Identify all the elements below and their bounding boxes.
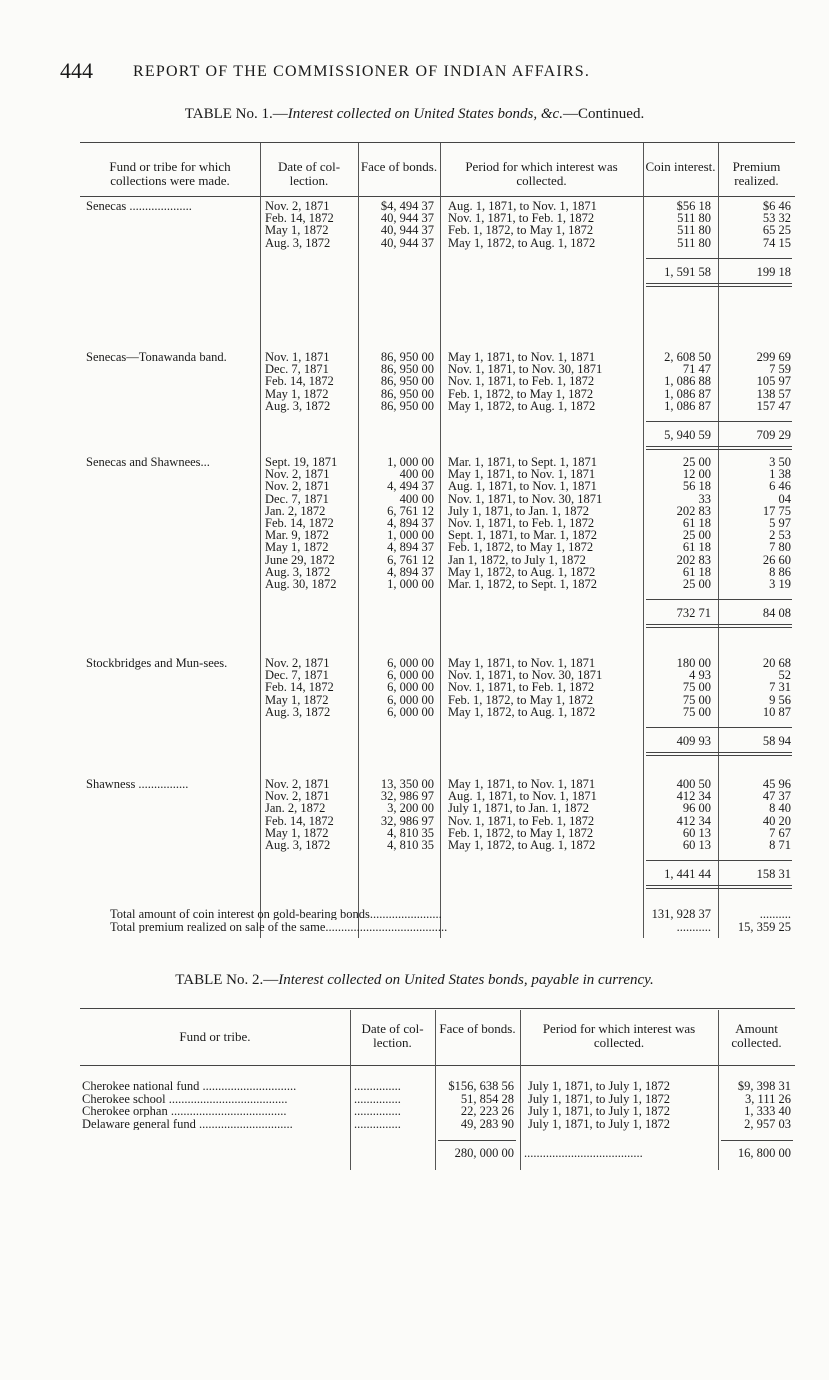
fund-name: Shawness ................ [86,777,189,791]
face-of-bonds: 1, 000 00 [387,455,434,469]
interest-period: Jan 1, 1872, to July 1, 1872 [448,552,586,567]
interest-period: Nov. 1, 1871, to Feb. 1, 1872 [448,680,595,695]
coin-interest: 60 13 [682,838,711,852]
interest-period: Feb. 1, 1872, to May 1, 1872 [448,386,594,401]
coin-interest: 1, 086 87 [664,386,711,401]
table2-header: Face of bonds. [439,1021,516,1036]
table2-header: Fund or tribe. [179,1029,251,1044]
grand-total-premium: .......... [759,907,791,921]
face-of-bonds: 6, 000 00 [387,680,434,695]
table1-title [0,106,829,123]
coin-interest: 4 93 [689,668,711,683]
face-of-bonds: $4, 494 37 [380,199,434,213]
subtotal-premium: 84 08 [762,606,791,621]
subtotal-coin: 732 71 [676,606,711,621]
table2-column-rule [350,1010,351,1170]
face-of-bonds: 32, 986 97 [380,813,434,828]
table1-column-rule [260,143,261,938]
coin-interest: 1, 086 88 [664,374,711,389]
interest-period: Feb. 1, 1872, to May 1, 1872 [448,540,594,555]
collection-date: Aug. 3, 1872 [265,564,331,579]
coin-interest: 25 00 [682,577,711,591]
coin-interest: 511 80 [677,235,711,250]
collection-date: May 1, 1872 [265,540,329,555]
interest-period: July 1, 1871, to July 1, 1872 [528,1091,671,1106]
subtotal-premium: 58 94 [762,734,791,748]
face-of-bonds: 6, 000 00 [387,668,434,683]
premium-realized: 04 [778,491,791,506]
grand-total-label: Total amount of coin interest on gold-bearing bonds....................... [110,908,442,920]
collection-date: Aug. 3, 1872 [265,838,331,852]
interest-period: May 1, 1871, to Nov. 1, 1871 [448,656,596,670]
interest-period: Mar. 1, 1871, to Sept. 1, 1871 [448,455,597,469]
subtotal-premium: 709 29 [756,428,791,442]
collection-date: Nov. 1, 1871 [265,350,330,364]
table2-title [0,972,829,989]
collection-date: May 1, 1872 [265,825,329,840]
coin-interest: 96 00 [682,801,711,816]
face-of-bonds: 6, 000 00 [387,656,434,670]
face-of-bonds: 86, 950 00 [380,398,434,413]
table2-column-rule [520,1010,521,1170]
face-of-bonds: 4, 894 37 [387,540,434,555]
face-of-bonds: 1, 000 00 [387,528,434,543]
face-of-bonds: 400 00 [399,467,434,482]
premium-realized: 157 47 [756,398,791,413]
collection-date: Feb. 14, 1872 [265,680,334,695]
table2-header: Period for which interest was collected. [542,1021,696,1050]
face-of-bonds: 1, 000 00 [387,577,434,591]
face-of-bonds: $156, 638 56 [448,1079,514,1093]
table2-header: Date of col-lection. [361,1021,424,1050]
grand-total-label: Total premium realized on sale of the same....................................... [110,920,448,933]
total-period: ...................................... [524,1147,643,1159]
coin-interest: 2, 608 50 [664,350,711,364]
premium-realized: 138 57 [756,386,791,401]
coin-interest: 202 83 [676,503,711,518]
total-face: 280, 000 00 [454,1146,514,1160]
interest-period: Nov. 1, 1871, to Feb. 1, 1872 [448,813,595,828]
interest-period: Nov. 1, 1871, to Nov. 30, 1871 [448,668,603,683]
collection-date: May 1, 1872 [265,692,329,707]
coin-interest: 56 18 [682,479,711,494]
interest-period: Nov. 1, 1871, to Feb. 1, 1872 [448,516,595,530]
face-of-bonds: 40, 944 37 [380,235,434,250]
interest-period: Sept. 1, 1871, to Mar. 1, 1872 [448,528,597,543]
subtotal-rule [646,727,792,728]
face-of-bonds: 40, 944 37 [380,211,434,226]
coin-interest: 61 18 [682,564,711,579]
collection-date: May 1, 1872 [265,386,329,401]
coin-interest: 25 00 [682,455,711,469]
interest-period: May 1, 1872, to Aug. 1, 1872 [448,704,596,719]
face-of-bonds: 6, 000 00 [387,704,434,719]
page-number: 444 [60,58,93,83]
coin-interest: 75 00 [682,692,711,707]
subtotal-rule [646,599,792,600]
table2-header: Amount collected. [731,1021,782,1050]
face-of-bonds: 6, 761 12 [387,552,434,567]
subtotal-coin: 1, 441 44 [664,867,711,882]
total-amount: 16, 800 00 [737,1146,791,1160]
table1-header: Coin interest. [645,159,716,174]
premium-realized: 47 37 [762,789,791,804]
grand-total-coin: 131, 928 37 [651,907,711,921]
premium-realized: 26 60 [762,552,791,567]
collection-date: Nov. 2, 1871 [265,199,330,213]
amount-collected: 3, 111 26 [745,1091,791,1106]
amount-collected: $9, 398 31 [737,1079,791,1093]
premium-realized: 105 97 [756,374,791,389]
fund-name: Delaware general fund .............................. [82,1117,293,1130]
interest-period: Nov. 1, 1871, to Feb. 1, 1872 [448,374,595,389]
premium-realized: 3 50 [769,455,791,469]
collection-date: Feb. 14, 1872 [265,516,334,530]
table2-header-rule [80,1065,795,1066]
collection-date: Nov. 2, 1871 [265,789,330,804]
fund-name: Stockbridges and Mun-sees. [86,656,228,670]
table1-header: Date of col-lection. [277,159,341,188]
interest-period: Aug. 1, 1871, to Nov. 1, 1871 [448,479,597,494]
interest-period: Feb. 1, 1872, to May 1, 1872 [448,223,594,238]
face-of-bonds: 3, 200 00 [387,801,434,816]
coin-interest: 202 83 [676,552,711,567]
coin-interest: 12 00 [682,467,711,482]
premium-realized: 1 38 [769,467,791,482]
table1-header: Fund or tribe for which collections were made. [109,159,231,188]
coin-interest: 412 34 [676,789,711,804]
premium-realized: 7 59 [769,362,791,377]
interest-period: May 1, 1872, to Aug. 1, 1872 [448,564,596,579]
coin-interest: 511 80 [677,223,711,238]
premium-realized: 52 [778,668,791,683]
interest-period: Aug. 1, 1871, to Nov. 1, 1871 [448,199,597,213]
fund-name: Cherokee national fund .............................. [82,1080,297,1092]
premium-realized: 45 96 [762,777,791,791]
table2-title-prefix: TABLE No. 2.— [175,972,279,988]
coin-interest: 511 80 [677,211,711,226]
coin-interest: 60 13 [682,825,711,840]
premium-realized: 74 15 [762,235,791,250]
fund-name: Cherokee school ...................................... [82,1092,288,1105]
collection-date: Dec. 7, 1871 [265,668,329,683]
interest-period: May 1, 1871, to Nov. 1, 1871 [448,467,596,482]
face-of-bonds: 4, 894 37 [387,564,434,579]
interest-period: Feb. 1, 1872, to May 1, 1872 [448,825,594,840]
table1-top-rule [80,142,795,143]
interest-period: May 1, 1872, to Aug. 1, 1872 [448,235,596,250]
collection-date: ............... [354,1080,401,1092]
subtotal-double-rule [646,446,792,450]
collection-date: Nov. 2, 1871 [265,656,330,670]
coin-interest: 1, 086 87 [664,398,711,413]
collection-date: Feb. 14, 1872 [265,211,334,226]
premium-realized: $6 46 [762,199,791,213]
premium-realized: 8 86 [769,564,791,579]
coin-interest: 180 00 [676,656,711,670]
table2-subtotal-rule [721,1140,793,1141]
table1-title-suffix: —Continued. [562,106,645,122]
collection-date: Dec. 7, 1871 [265,362,329,377]
subtotal-rule [646,860,792,861]
interest-period: Nov. 1, 1871, to Feb. 1, 1872 [448,211,595,226]
interest-period: July 1, 1871, to July 1, 1872 [528,1104,671,1118]
subtotal-coin: 409 93 [676,734,711,748]
collection-date: Aug. 30, 1872 [265,577,337,591]
subtotal-double-rule [646,885,792,889]
collection-date: Feb. 14, 1872 [265,813,334,828]
fund-name: Cherokee orphan ..................................... [82,1105,287,1117]
collection-date: Nov. 2, 1871 [265,777,330,791]
coin-interest: 75 00 [682,704,711,719]
interest-period: Aug. 1, 1871, to Nov. 1, 1871 [448,789,597,804]
face-of-bonds: 4, 494 37 [387,479,434,494]
table1-title-prefix: TABLE No. 1.— [184,106,288,122]
face-of-bonds: 400 00 [399,491,434,506]
premium-realized: 299 69 [756,350,791,364]
coin-interest: 412 34 [676,813,711,828]
face-of-bonds: 32, 986 97 [380,789,434,804]
premium-realized: 5 97 [769,516,791,530]
face-of-bonds: 6, 000 00 [387,692,434,707]
subtotal-double-rule [646,624,792,628]
face-of-bonds: 86, 950 00 [380,386,434,401]
face-of-bonds: 22, 223 26 [460,1104,514,1118]
running-title: REPORT OF THE COMMISSIONER OF INDIAN AFFAIRS. [133,63,591,80]
premium-realized: 3 19 [769,577,791,591]
table2-top-rule [80,1008,795,1009]
collection-date: Feb. 14, 1872 [265,374,334,389]
premium-realized: 10 87 [762,704,791,719]
premium-realized: 65 25 [762,223,791,238]
face-of-bonds: 40, 944 37 [380,223,434,238]
coin-interest: 61 18 [682,540,711,555]
coin-interest: 25 00 [682,528,711,543]
amount-collected: 1, 333 40 [744,1104,791,1118]
face-of-bonds: 51, 854 28 [460,1091,514,1106]
coin-interest: 61 18 [682,516,711,530]
coin-interest: $56 18 [676,199,711,213]
table1-header: Premium realized. [732,159,781,188]
amount-collected: 2, 957 03 [744,1116,791,1131]
subtotal-rule [646,258,792,259]
collection-date: Mar. 9, 1872 [265,528,329,543]
face-of-bonds: 86, 950 00 [380,374,434,389]
premium-realized: 53 32 [762,211,791,226]
interest-period: Feb. 1, 1872, to May 1, 1872 [448,692,594,707]
table1-header: Face of bonds. [360,159,438,174]
table2-title-italic: Interest collected on United States bonds, payable in currency. [278,972,654,988]
premium-realized: 17 75 [762,503,791,518]
interest-period: July 1, 1871, to Jan. 1, 1872 [448,503,589,518]
fund-name: Senecas .................... [86,199,192,213]
table1-column-rule [440,143,441,938]
interest-period: July 1, 1871, to July 1, 1872 [528,1079,671,1093]
interest-period: May 1, 1872, to Aug. 1, 1872 [448,838,596,852]
coin-interest: 71 47 [682,362,711,377]
face-of-bonds: 4, 894 37 [387,516,434,530]
collection-date: ............... [354,1092,401,1105]
collection-date: Aug. 3, 1872 [265,704,331,719]
face-of-bonds: 86, 950 00 [380,362,434,377]
collection-date: Sept. 19, 1871 [265,455,338,469]
subtotal-rule [646,421,792,422]
interest-period: May 1, 1872, to Aug. 1, 1872 [448,398,596,413]
face-of-bonds: 49, 283 90 [460,1116,514,1131]
collection-date: May 1, 1872 [265,223,329,238]
coin-interest: 75 00 [682,680,711,695]
table1-title-italic: Interest collected on United States bonds, &c. [287,106,563,122]
face-of-bonds: 13, 350 00 [380,777,434,791]
subtotal-double-rule [646,283,792,287]
face-of-bonds: 4, 810 35 [387,825,434,840]
table2-subtotal-rule [438,1140,516,1141]
premium-realized: 7 80 [769,540,791,555]
interest-period: Nov. 1, 1871, to Nov. 30, 1871 [448,491,603,506]
table1-header-rule [80,196,795,197]
interest-period: July 1, 1871, to Jan. 1, 1872 [448,801,589,816]
premium-realized: 2 53 [769,528,791,543]
subtotal-premium: 199 18 [756,264,791,279]
coin-interest: 400 50 [676,777,711,791]
premium-realized: 8 40 [769,801,791,816]
collection-date: Jan. 2, 1872 [265,801,326,816]
premium-realized: 40 20 [762,813,791,828]
interest-period: May 1, 1871, to Nov. 1, 1871 [448,350,596,364]
subtotal-coin: 1, 591 58 [664,264,711,279]
premium-realized: 7 67 [769,825,791,840]
premium-realized: 7 31 [769,680,791,695]
interest-period: July 1, 1871, to July 1, 1872 [528,1116,671,1131]
interest-period: Mar. 1, 1872, to Sept. 1, 1872 [448,577,597,591]
collection-date: June 29, 1872 [265,552,335,567]
premium-realized: 9 56 [769,692,791,707]
fund-name: Senecas and Shawnees... [86,455,210,469]
collection-date: ............... [354,1117,401,1130]
collection-date: Aug. 3, 1872 [265,235,331,250]
grand-total-premium: 15, 359 25 [737,919,791,934]
interest-period: Nov. 1, 1871, to Nov. 30, 1871 [448,362,603,377]
subtotal-premium: 158 31 [756,867,791,882]
collection-date: Jan. 2, 1872 [265,503,326,518]
face-of-bonds: 86, 950 00 [380,350,434,364]
collection-date: Aug. 3, 1872 [265,398,331,413]
interest-period: May 1, 1871, to Nov. 1, 1871 [448,777,596,791]
face-of-bonds: 4, 810 35 [387,838,434,852]
grand-total-coin: ........... [676,919,711,934]
subtotal-coin: 5, 940 59 [664,428,711,442]
collection-date: Nov. 2, 1871 [265,467,330,482]
coin-interest: 33 [698,491,711,506]
fund-name: Senecas—Tonawanda band. [86,350,227,364]
collection-date: Nov. 2, 1871 [265,479,330,494]
subtotal-double-rule [646,752,792,756]
premium-realized: 6 46 [769,479,791,494]
face-of-bonds: 6, 761 12 [387,503,434,518]
premium-realized: 8 71 [769,838,791,852]
collection-date: Dec. 7, 1871 [265,491,329,506]
collection-date: ............... [354,1105,401,1117]
premium-realized: 20 68 [762,656,791,670]
table1-header: Period for which interest was collected. [465,159,618,188]
